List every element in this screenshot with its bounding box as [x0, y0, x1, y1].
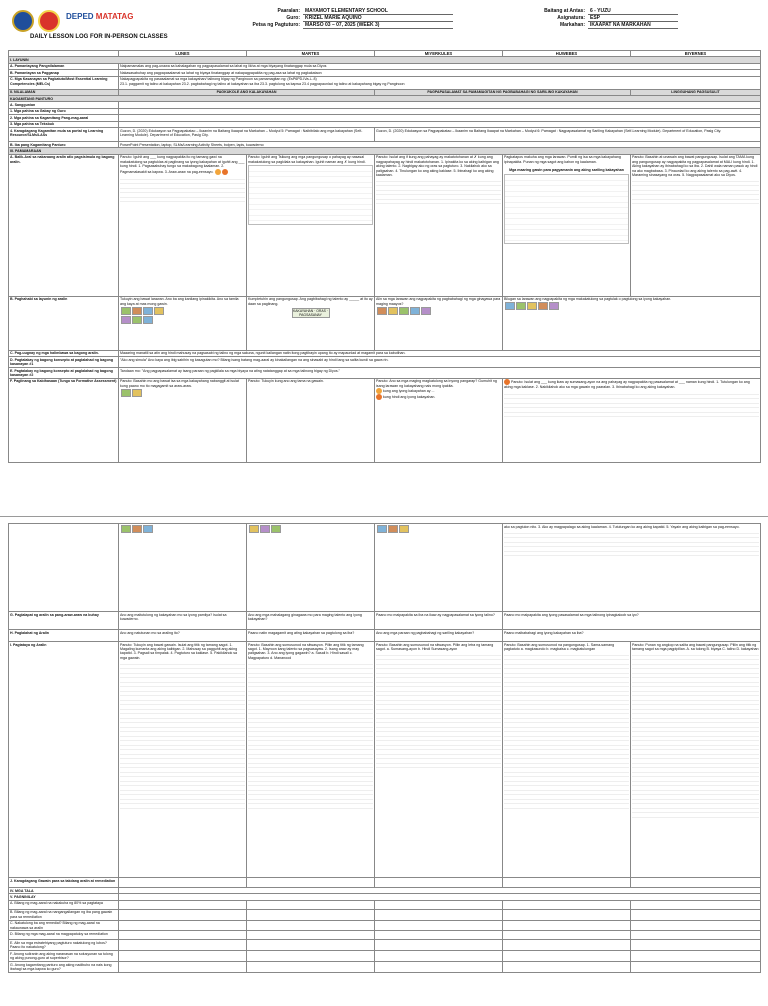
sad-face-icon	[222, 169, 228, 175]
day-thu: HUWEBES	[503, 51, 631, 57]
cell-hab-thu	[503, 296, 761, 350]
cell-taya-fri	[631, 642, 761, 878]
cell-linang-wed	[375, 378, 503, 462]
brand-deped: DEPED	[66, 12, 94, 21]
note-g: G. Anong kagamitang panturo ang aking nadibuho na nais kong ibahagi sa mga kapwa ko guro?	[9, 962, 119, 973]
activity-image-icon	[121, 389, 131, 397]
cont-thu	[503, 524, 761, 612]
taya-mon-text: Panuto: Tukuyin ang bawat gawain. Isulat ang titik ng tamang sagot. 1. Magaling kumanta ang aking kaibigan. 2. Mahusay sa pagguhit ang aking kapatid. 3. Pagsali sa timpalak. 4. Pagtuturo sa kaklase. 5. Pakikilahok sa mga gawain.	[120, 642, 238, 660]
meta-left	[213, 8, 453, 29]
ruled-lines	[504, 651, 629, 811]
note-c: C. Nakatulong ba ang remedial? Bilang ng mag-aaral na nakaunawa sa aralin	[9, 920, 119, 931]
field-label: Paaralan:	[277, 8, 300, 14]
ruled-lines	[120, 660, 245, 810]
label-karagdagang-gawain: J. Karagdagang Gawain para sa takdang aralin at remediation	[9, 878, 119, 888]
ruled-lines	[248, 660, 373, 810]
nilalaman-fri: LINGGUHANG PAGSUSULIT	[631, 89, 761, 95]
cell-pagtalakay-1: "Ako ang simula" Ano kaya ang ibig sabihin ng kasagutan mo? Bilang isang batang mag-aaral ay kinakailangan na ang sinasabi ay hindi lang sa salita kundi sa gawa rin.	[119, 357, 761, 368]
day-fri: BIYERNES	[631, 51, 761, 57]
label-teksbuk: 3. Mga pahina sa Teksbuk	[9, 121, 119, 127]
cell-pamantayang-pangnilalaman: Naipamamalas ang pag-unawa sa kahalagahan ng pagpapasalamat sa lahat ng likha at mga biyayang tinatanggap mula sa Diyos	[119, 63, 761, 69]
checklist-table-image	[248, 165, 373, 225]
school-value: MAYAMOT ELEMENTARY SCHOOL	[303, 8, 453, 15]
balik-mon-text: Panuto: Iguhit ang ___ kung nagpapakita ito ng tamang gawi na makakatulong sa pagtuklas at paglinang sa iyong kakayahan at iguhit ang ___ kung hindi. 1. Pagsasabuhay tungo sa makabagong kaalaman. 2. Pagmamalasakit sa kapwa. 3. Araw-araw na pag-eensayo.	[120, 155, 245, 174]
activity-image-icon	[377, 307, 387, 315]
face-caption: kung ang iyong kakayahan ay ...	[383, 389, 435, 394]
note-f: F. Anong suliranin ang aking naranasan na solusyunan sa tulong ng aking punong-guro at superbisor?	[9, 951, 119, 962]
quarter-value: IKAAPAT NA MARKAHAN	[588, 22, 678, 29]
activity-image-icon	[399, 307, 409, 315]
header	[8, 8, 760, 48]
cont-tue	[247, 524, 375, 612]
activity-image-icon	[260, 525, 270, 533]
face-caption: kung hindi ang iyong kakayahan.	[383, 395, 436, 400]
lesson-table-page2	[8, 523, 761, 973]
activity-image-icon	[399, 525, 409, 533]
activity-image-icon	[121, 525, 131, 533]
activity-image-icon	[154, 307, 164, 315]
label-paghahabi: B. Paghahabi sa layunin ng aralin	[9, 296, 119, 350]
label-pagninilay: V. PAGNINILAY	[9, 894, 119, 900]
activity-image-icon	[132, 307, 142, 315]
date-value: MARSO 03 – 07, 2025 (WEEK 3)	[303, 22, 453, 29]
balik-tue-text: Panuto: Iguhit ang Tsikung ang mga pangungusap o pahayag ay nasasal makakatulong sa pagkilala sa kakayahan. Iguhit naman ang ✗ kung hindi.	[248, 155, 366, 164]
cell-lapat-mon: Ano ang maitutulong ng kakayahan mo sa iyong pamilya? Isulat sa kuwaderno.	[119, 612, 247, 630]
label-pagtalakay-2: E. Pagtalakay ng bagong konsepto at paglalahad ng bagong kasanayan #2	[9, 368, 119, 379]
subject-value: ESP	[588, 15, 678, 22]
label-pagtataya: I. Pagtataya ng Aralin	[9, 642, 119, 878]
day-tue: MARTES	[247, 51, 375, 57]
cell-balik-thu	[503, 154, 631, 296]
day-wed: MIYERKULES	[375, 51, 503, 57]
thu-continuation-text: ako sa pagtulon nito. 3. Ako ay magpapalago sa aking kaalaman. 4. Tutulungan ko ang aking kapatid. 5. Yayain ang aking kaibigan sa pag-eensayo.	[504, 524, 740, 529]
page-2	[0, 516, 768, 1006]
field-label: Markahan:	[559, 22, 585, 28]
ruled-lines	[376, 177, 501, 205]
section-layunin: I. LAYUNIN	[9, 57, 761, 63]
label-paglalahat: H. Paglalahat ng Aralin	[9, 630, 119, 642]
hab-thu-text: Bilugan sa larawan ang nagpapakita ng mga makakatulong sa pagtulak o pagtulong sa iyong kakayahan.	[504, 297, 672, 302]
section-kagamitan: KAGAMITANG PANTURO	[9, 96, 761, 102]
cell-hab-mon	[119, 296, 247, 350]
label-paglalapat: G. Paglalapat ng aralin sa pang-araw-araw na buhay	[9, 612, 119, 630]
teacher-value: KRIZEL MARIE AQUINO	[303, 15, 453, 22]
cell-balik-tue	[247, 154, 375, 296]
label-pagtalakay-1: D. Pagtalakay ng bagong konsepto at paglalahad ng bagong kasanayan #1	[9, 357, 119, 368]
taya-wed-text: Panuto: Basahin ang sumusunod na sitwasyon. Piliin ang letra ng tamang sagot. a. Sumasang-ayon b. Hindi Sumasang-ayon	[376, 642, 494, 651]
cell-taya-thu	[503, 642, 631, 878]
cell-lahat-tue: Paano natin magagamit ang ating kakayahan sa pagtulong sa iba?	[247, 630, 375, 642]
label-gabay-guro: 1. Mga pahina sa Gabay ng Guro	[9, 108, 119, 114]
cell-karagdagan-1: Guzon, D. (2020) Edukasyon sa Pagpapakatao – Ikaanim na Baitang Ikaapat na Markahan – Modyul 5: Pamagat : Naibibilalo ang mga kakayahan (Self-Learning Module). Department of Education, Pasig City.	[119, 128, 375, 142]
field-label: Asignatura:	[557, 15, 585, 21]
activity-image-icon	[143, 525, 153, 533]
balik-thu-title: Mga maaring gawin para pagyamanin ang aking sariling kakayahan	[509, 168, 624, 173]
cell-lahat-wed: Ano ang mga paraan ng pagbabahagi ng sariling kakayahan?	[375, 630, 503, 642]
activity-image-icon	[132, 525, 142, 533]
note-e: E. Alin sa mga estratehiyang pagtuturo nakatulong ng lubos? Paano ito nakatulong?	[9, 940, 119, 951]
cell-iba-pang: PowerPoint Presentation, laptop, SLMs/Learning Activity Sheets, bolpen, lapis, kuwaderno	[119, 142, 761, 148]
label-balik-aral: A. Balik-Aral sa nakaraang aralin at/o pagsisimula ng bagong aralin.	[9, 154, 119, 296]
cell-lahat-mon: Ano ang natutunan mo sa araling ito?	[119, 630, 247, 642]
activity-image-icon	[505, 302, 515, 310]
cell-lahat-thu: Paano maibabahagi ang iyong kakayahan sa iba?	[503, 630, 761, 642]
taya-thu-text: Panuto: Basahin ang sumusunod na pangungusap. 1. Sama-samang pagkatuto a. magkasundo b. magkaisa c. magkatulungan	[504, 642, 615, 651]
ruled-lines	[632, 177, 759, 205]
section-nilalaman: II. NILALAMAN	[9, 89, 119, 95]
activity-image-icon	[421, 307, 431, 315]
label-melc: C. Mga Kasanayan sa Pagkatuto/Most Essential Learning Competencies (MELCs)	[9, 76, 119, 89]
word-box: KAKAYAHAN · ORAS · PAGSASANAY	[293, 309, 328, 318]
activity-image-icon	[121, 316, 131, 324]
activity-image-icon	[410, 307, 420, 315]
activity-image-icon	[377, 525, 387, 533]
cell-linang-thu	[503, 378, 761, 462]
melc-line2: 23.1. paggamit ng talino at kakayahan 23.2. pagbabahagi ng talino at kakayahan sa iba 23.3. pagtulong sa kapwa 23.4 pagpapaunlad ng talino at kakayahang bigay ng Panginoon	[120, 81, 405, 86]
label-karagdagang-kagamitan: 4. Karagdagang Kagamitan mula sa portal ng Learning Resource/SLMs/LASs	[9, 128, 119, 142]
nilalaman-mon: PAGKUKOLE ANG KALAKAYAHAN	[119, 89, 375, 95]
cell-balik-mon	[119, 154, 247, 296]
happy-face-icon	[215, 169, 221, 175]
field-label: Guro:	[286, 15, 300, 21]
cell-linang-tue	[247, 378, 375, 462]
lesson-table-page1	[8, 50, 761, 463]
label-pamantayang-pangnilalaman: A. Pamantayang Pangnilalaman	[9, 63, 119, 69]
label-paglinang: F. Paglinang sa Kabihasaan (Tungo sa Formative Assessment)	[9, 378, 119, 462]
linang-wed-text: Panuto: Ano sa mga maging magkatulong sa inyong pangarap? Gumuhit ng isang larawan ng kakayahang nais mong ipakita.	[376, 379, 497, 388]
melc-line1: Nakapagpapakita ng pasasalamat sa mga kakayahan/ talinong bigay ng Panginoon sa pamamagitan ng: (EsP6PD-IVa-i– 8)	[120, 77, 317, 82]
field-label: Petsa ng Pagtuturo:	[252, 22, 300, 28]
linang-mon-text: Panuto: Basahin mo ang bawat isa sa mga kakayahang nabanggit at isulat kung paano mo ito magagamit sa araw-araw.	[120, 379, 239, 388]
activity-image-icon	[121, 307, 131, 315]
meta-right	[508, 8, 678, 29]
balik-thu-text: Pagkatapos makuha ang mga larawan. Pumili ng isa sa mga kakayahang ipinapakita. Punan ng mga sagot ang kahon ng kaalaman.	[504, 155, 621, 164]
label-pamantayan-pagganap: B. Pamantayan sa Pagganap	[9, 70, 119, 76]
cell-linang-mon	[119, 378, 247, 462]
cont-mon	[119, 524, 247, 612]
note-a: A. Bilang ng mag-aaral na nakakuha ng 80% sa pagtataya	[9, 900, 119, 909]
answer-box	[504, 174, 629, 244]
activity-image-icon	[249, 525, 259, 533]
cell-lapat-thu: Paano mo maipapakita ang iyong pasasalamat sa mga talinong ipinagkaloob sa iyo?	[503, 612, 761, 630]
cell-balik-wed	[375, 154, 503, 296]
balik-wed-text: Panuto: Isulat ang if kung ang pahayag ay makatotohanan at ✗ kung ang nagpapahayag ay hindi makatotohanan. 1. Ipinakita ko sa aking kaibigan ang aking talento. 2. Nagbigay ako ng oras sa pagtuturo. 3. Nakilahok ako sa paligsahan. 4. Tinulungan ko ang aking kaklase. 5. Ibinahagi ko ang aking kaalaman.	[376, 155, 499, 177]
deped-seal-icon	[12, 10, 34, 32]
note-b: B. Bilang ng mag-aaral na nangangailangan ng iba pang gawain para sa remediation	[9, 909, 119, 920]
note-d: D. Bilang ng mga mag-aaral na magpapatuloy sa remediation	[9, 931, 119, 940]
brand-matatag: MATATAG	[95, 12, 134, 21]
ruled-lines	[376, 651, 501, 771]
nilalaman-wed: PAGPAPASALAMAT SA PAMAMAGITAN NG PAGBABAHAGI NG SARILING KAKAYAHAN	[375, 89, 631, 95]
ruled-lines	[504, 529, 759, 557]
activity-image-icon	[527, 302, 537, 310]
cell-balik-fri	[631, 154, 761, 296]
cell-karagdagan-2: Guzon, D. (2020) Edukasyon sa Pagpapakatao – Ikaanim na Baitang Ikaapat na Markahan – Modyul 6: Pamagat : Nagpapasalamat ng Sariling Kakayahan (Self-Learning Module). Department of Education, Pasig City.	[375, 128, 761, 142]
activity-image-icon	[388, 307, 398, 315]
brand	[66, 12, 133, 21]
activity-image-icon	[516, 302, 526, 310]
cell-melc	[119, 76, 761, 89]
cell-lapat-tue: Ano ang mga mahalagang ginagawa mo para maging talento ang iyong kakayahan?	[247, 612, 375, 630]
section-pamamaraan: III. PAMAMARAAN	[9, 148, 761, 154]
hab-mon-text: Tukuyin ang bawat larawan. Ano ba ang kanilang ipinakikita. Ano sa tamila ang kaya at mas mong gawin.	[120, 297, 239, 306]
linang-tue-text: Panuto: Tukuyin kung ano ang tama na gawain.	[248, 379, 324, 384]
label-pag-uugnay: C. Pag-uugnay ng mga halimbawa sa bagong aralin.	[9, 350, 119, 356]
balik-fri-text: Panuto: Basahin at unawain ang bawat pangungusap. Isulat ang TAMA kung ang pangungusap ay nagpapakita ng pagpapasalamat at MALI kung hindi. 1. Aking kakayahan ay ibinabahagi ko sa iba. 2. Dahil wala naman pasok ay hindi na ako magbabasa. 3. Pinaunlad ko ang aking talento sa pag-awit. 4. Maraming sinasayang na oras. 5. Nagpapasalamat ako sa Diyos.	[632, 155, 758, 177]
hab-wed-text: Alin sa mga larawan ang nagpapakita ng pagbabahagi ng mga ginagawa para maging maayos?	[376, 297, 501, 306]
taya-fri-text: Panuto: Punan ng angkop na salita ang bawat pangungusap. Piliin ang titik ng tamang sagot sa mga pagpipilian. A. sa tulong B. biyaya C. talino D. kakayahan	[632, 642, 759, 651]
doc-title: DAILY LESSON LOG FOR IN-PERSON CLASSES	[30, 34, 168, 40]
ruled-lines	[504, 390, 759, 418]
activity-image-icon	[538, 302, 548, 310]
label-iba-pang-kagamitan: B. Iba pang Kagamitang Panturo	[9, 142, 119, 148]
label-kagamitang-mag-aaral: 2. Mga pahina sa Kagamitang Pang-mag-aaral	[9, 115, 119, 121]
sad-face-icon	[376, 394, 382, 400]
activity-image-icon	[143, 307, 153, 315]
cell-pag-uugnay: Maaaring manatili sa atin ang hindi mahusay na pagsasabi ng talino ng mga sakuna, ngunit kailangan natin itong pagtibayin upang ito ay mapaunlad at magamit para sa kabutihan.	[119, 350, 761, 356]
hab-tue-text: Kumpletuhin ang pangungusap. Ang pagbibahagi ng talento ay _____ at ito ay daan sa paglinang.	[248, 297, 373, 306]
cell-taya-mon	[119, 642, 247, 878]
linang-thu-text: Panuto: Isulat ang ___ kung ikaw ay sumasang-ayon na ang pahayag ay nagpapakita ng pasasalamat at ___ naman kung hindi. 1. Tutulungan ko ang aking mga kaklase. 2. Nakikilahok ako sa mga gawain ng paaralan. 3. Ibinabahagi ko ang aking kakayahan.	[504, 380, 750, 390]
matatag-logo-icon	[38, 10, 60, 32]
label-mga-tala: IV. MGA TALA	[9, 888, 119, 894]
activity-image-icon	[143, 316, 153, 324]
cell-taya-tue	[247, 642, 375, 878]
cell-taya-wed	[375, 642, 503, 878]
cell-hab-wed	[375, 296, 503, 350]
field-label: Baitang at Antas:	[544, 8, 585, 14]
cell-pagtalakay-2: Tandaan mo: "Ang pagpapasalamat ay isang paraan ng pagkilala sa mga biyaya na ating natatanggap at sa mga talinong bigay ng Diyos."	[119, 368, 761, 379]
activity-image-icon	[132, 389, 142, 397]
ruled-lines	[632, 651, 759, 821]
taya-tue-text: Panuto: Basahin ang sumusunod na sitwasyon. Piliin ang titik ng tamang sagot. 1. Mayroon kang talento sa pagsasayaw. 2. Isang araw ay may paligsahan. 3. Ano ang iyong gagawin? a. Sasali b. Hindi sasali c. Magpapaturo d. Mananood	[248, 642, 364, 660]
day-mon: LUNES	[119, 51, 247, 57]
activity-image-icon	[132, 316, 142, 324]
label-sanggunian: A. Sanggunian	[9, 102, 119, 108]
cell-hab-tue	[247, 296, 375, 350]
activity-image-icon	[549, 302, 559, 310]
activity-image-icon	[271, 525, 281, 533]
ruled-lines	[120, 175, 245, 203]
activity-image-icon	[388, 525, 398, 533]
cell-lapat-wed: Paano mo maipapakita sa iba na ikaw ay nagpapasalamat sa iyong talino?	[375, 612, 503, 630]
cont-wed	[375, 524, 503, 612]
grade-value: 6 - YUZU	[588, 8, 678, 15]
cell-pamantayan-pagganap: Nakasasabuhay ang pagpapasalamat sa lahat ng biyaya tinatanggap at nakapagpapakita ng pag-asa sa lahat ng pagkakataon	[119, 70, 761, 76]
